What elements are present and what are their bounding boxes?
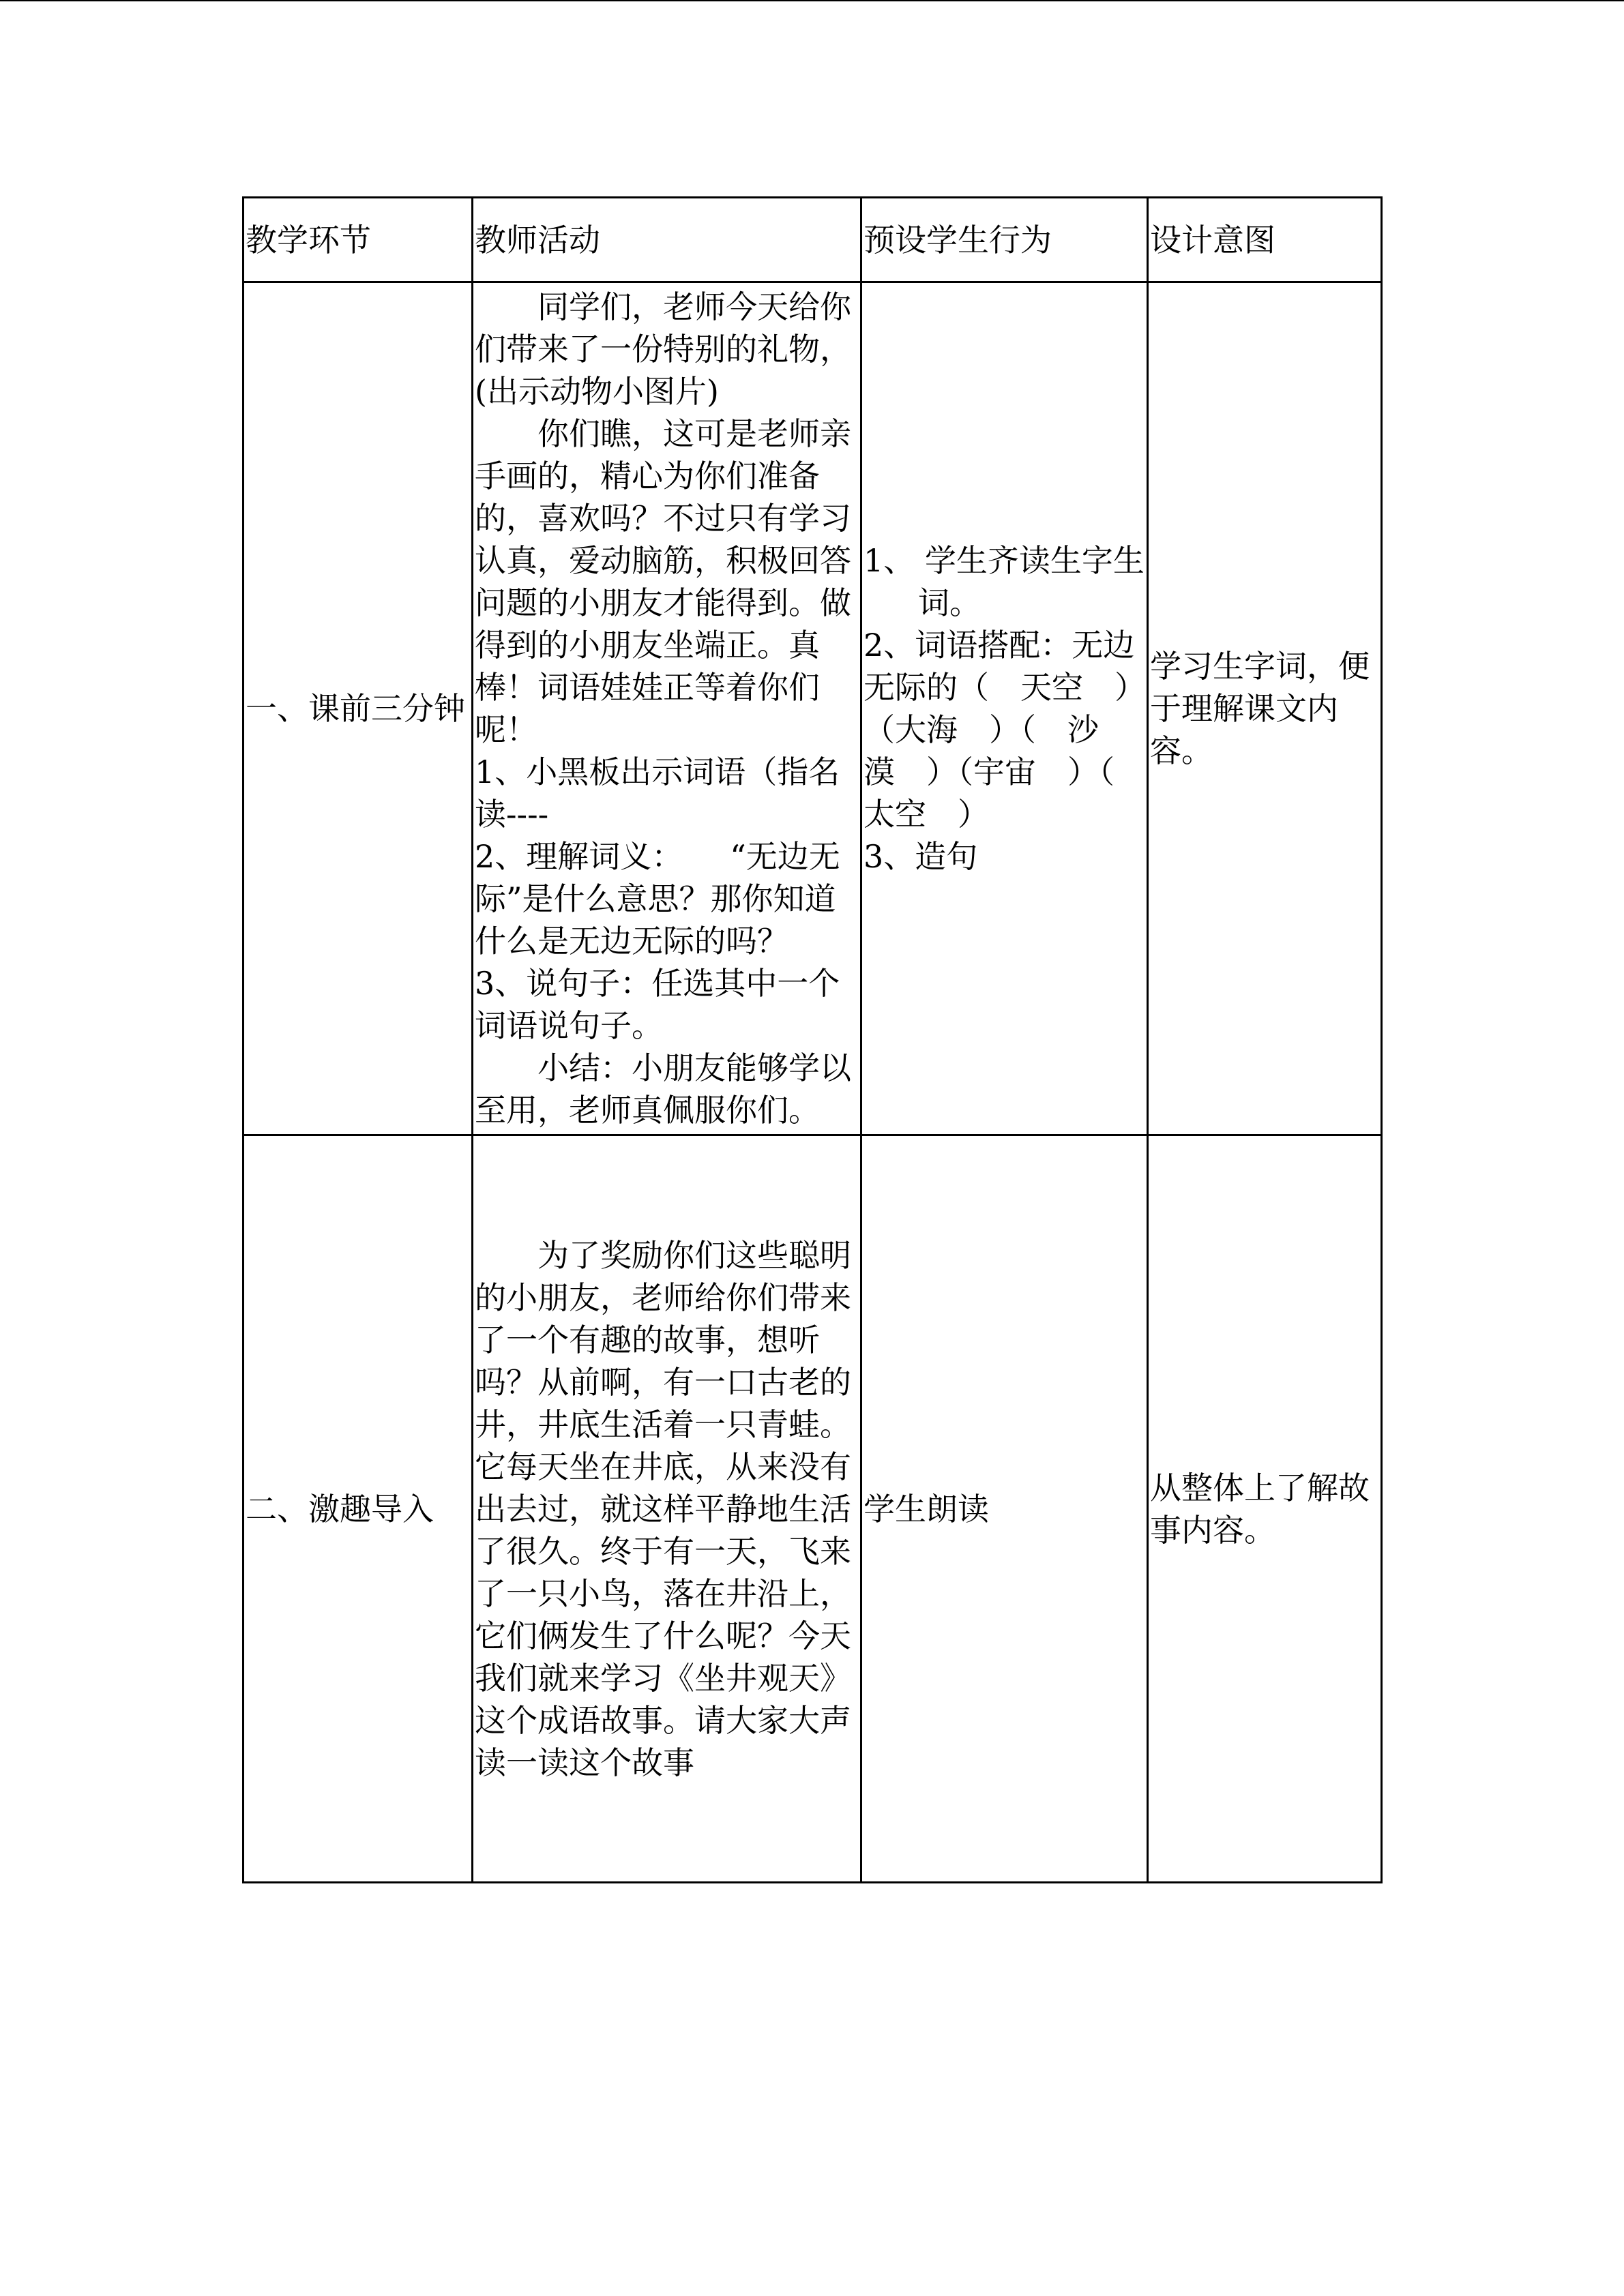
student-item: 2、词语搭配：无边无际的（ 天空 ）（大海 ）（ 沙漠 ）（宇宙 ）（ 太空 ） [863,627,1146,833]
stage-cell: 一、课前三分钟 [243,282,473,1135]
student-behavior-cell [861,282,1148,1135]
teacher-paragraph: 为了奖励你们这些聪明的小朋友，老师给你们带来了一个有趣的故事，想听吗？从前啊，有一口古老的井，井底生活着一只青蛙。它每天坐在井底，从来没有出去过，就这样平静地生活了很久。终于有一天，飞来了一只小鸟，落在井沿上，它们俩发生了什么呢？今天我们就来学习《坐井观天》这个成语故事。请大家大声读一读这个故事 [475,1236,851,1781]
lesson-plan-table [242,196,1383,1883]
teacher-activity-cell [473,1135,861,1883]
header-student-behavior: 预设学生行为 [861,198,1148,282]
student-behavior-cell: 学生朗读 [861,1135,1148,1883]
teacher-paragraph: 你们瞧，这可是老师亲手画的，精心为你们准备的，喜欢吗？不过只有学习认真，爱动脑筋，积极回答问题的小朋友才能得到。做得到的小朋友坐端正。真棒！词语娃娃正等着你们呢！ [475,415,851,748]
teacher-paragraph: 同学们，老师今天给你们带来了一份特别的礼物，(出示动物小图片) [475,288,851,410]
header-teacher-activity: 教师活动 [473,198,861,282]
teacher-paragraph: 3、说句子：任选其中一个词语说句子。 [475,965,840,1044]
table-row [243,282,1382,1135]
header-stage: 教学环节 [243,198,473,282]
design-intent-cell: 从整体上了解故事内容。 [1148,1135,1382,1883]
teacher-paragraph: 2、理解词义： “无边无际”是什么意思？那你知道什么是无边无际的吗？ [475,838,840,959]
teacher-paragraph: 小结：小朋友能够学以至用，老师真佩服你们。 [475,1049,851,1129]
student-item: 1、 学生齐读生字生词。 [863,542,1145,621]
student-item: 3、造句 [863,838,978,875]
stage-cell: 二、激趣导入 [243,1135,473,1883]
design-intent-cell: 学习生字词，便于理解课文内容。 [1148,282,1382,1135]
table-header-row [243,198,1382,282]
teacher-activity-cell [473,282,861,1135]
teacher-paragraph: 1、小黑板出示词语（指名读---- [475,754,840,833]
page-top-rule [0,0,1624,1]
table-row [243,1135,1382,1883]
header-design-intent: 设计意图 [1148,198,1382,282]
